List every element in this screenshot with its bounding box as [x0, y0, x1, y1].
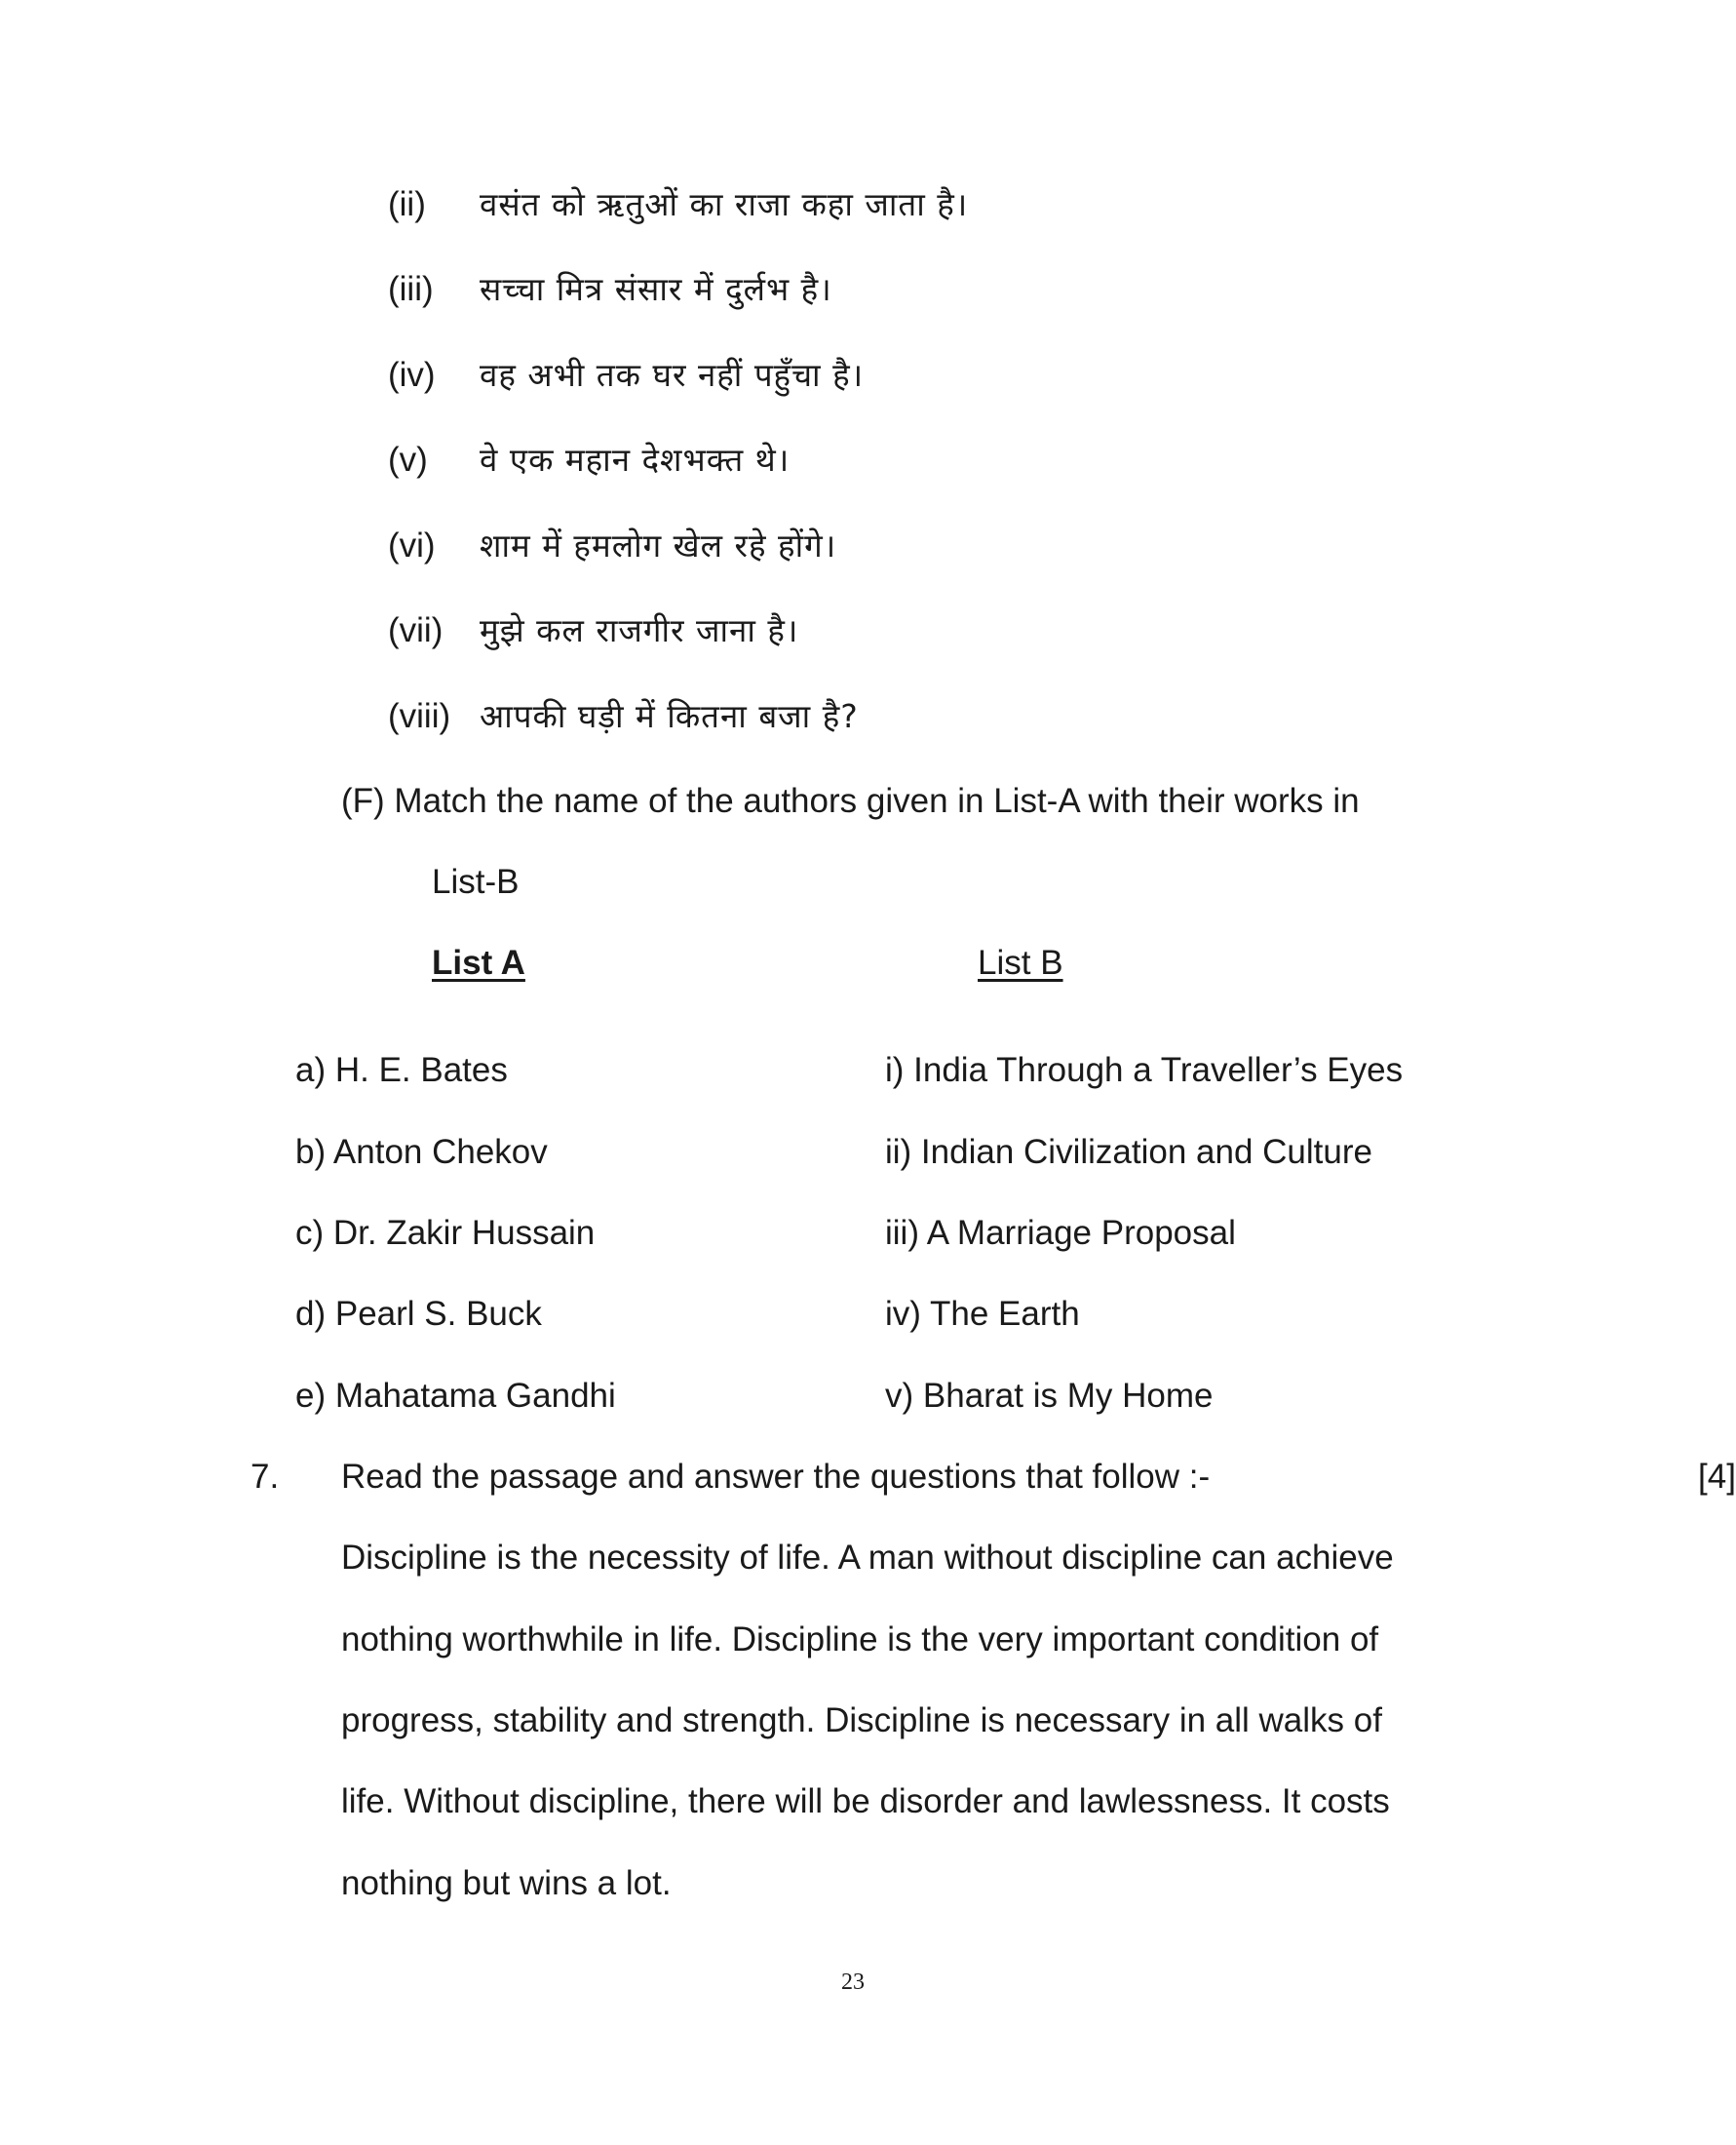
item-number: (vii) [388, 611, 444, 649]
question-marks: [4] [1698, 1458, 1736, 1496]
item-text: शाम में हमलोग खेल रहे होंगे। [480, 526, 837, 565]
list-a-heading: List A [432, 944, 525, 982]
item-text: मुझे कल राजगीर जाना है। [480, 611, 799, 649]
item-number: (ii) [388, 185, 426, 223]
item-text: सच्चा मित्र संसार में दुर्लभ है। [480, 270, 832, 308]
list-b-item: ii) Indian Civilization and Culture [885, 1133, 1372, 1171]
item-number: (viii) [388, 697, 451, 735]
item-number: (v) [388, 441, 428, 479]
item-text: वसंत को ऋतुओं का राजा कहा जाता है। [480, 185, 969, 223]
list-b-item: iii) A Marriage Proposal [885, 1214, 1236, 1252]
list-a-item: e) Mahatama Gandhi [295, 1377, 616, 1415]
question-prompt: Read the passage and answer the questions that follow :- [341, 1458, 1211, 1496]
passage-line: nothing worthwhile in life. Discipline is the very important condition of [341, 1620, 1379, 1658]
passage-line: life. Without discipline, there will be disorder and lawlessness. It costs [341, 1782, 1390, 1820]
list-a-item: d) Pearl S. Buck [295, 1295, 542, 1333]
list-a-item: c) Dr. Zakir Hussain [295, 1214, 596, 1252]
question-prompt-row [341, 1456, 1736, 1499]
list-a-item: a) H. E. Bates [295, 1051, 508, 1089]
list-b-item: v) Bharat is My Home [885, 1377, 1214, 1415]
item-text: आपकी घड़ी में कितना बजा है? [480, 697, 859, 735]
item-number: (vi) [388, 526, 436, 565]
passage-line: progress, stability and strength. Discipline is necessary in all walks of [341, 1701, 1382, 1739]
section-f-instruction: (F) Match the name of the authors given in List-A with their works in [341, 782, 1360, 820]
list-b-item: iv) The Earth [885, 1295, 1080, 1333]
item-text: वह अभी तक घर नहीं पहुँचा है। [480, 356, 865, 394]
passage-line: Discipline is the necessity of life. A man without discipline can achieve [341, 1539, 1394, 1577]
list-a-item: b) Anton Chekov [295, 1133, 548, 1171]
passage-line: nothing but wins a lot. [341, 1864, 672, 1902]
question-number: 7. [251, 1458, 280, 1496]
section-f-instruction-continued: List-B [432, 863, 520, 901]
page-number: 23 [841, 1970, 865, 1995]
item-number: (iii) [388, 270, 434, 308]
item-number: (iv) [388, 356, 436, 394]
list-b-heading: List B [978, 944, 1063, 982]
list-b-item: i) India Through a Traveller’s Eyes [885, 1051, 1404, 1089]
item-text: वे एक महान देशभक्त थे। [480, 441, 791, 479]
